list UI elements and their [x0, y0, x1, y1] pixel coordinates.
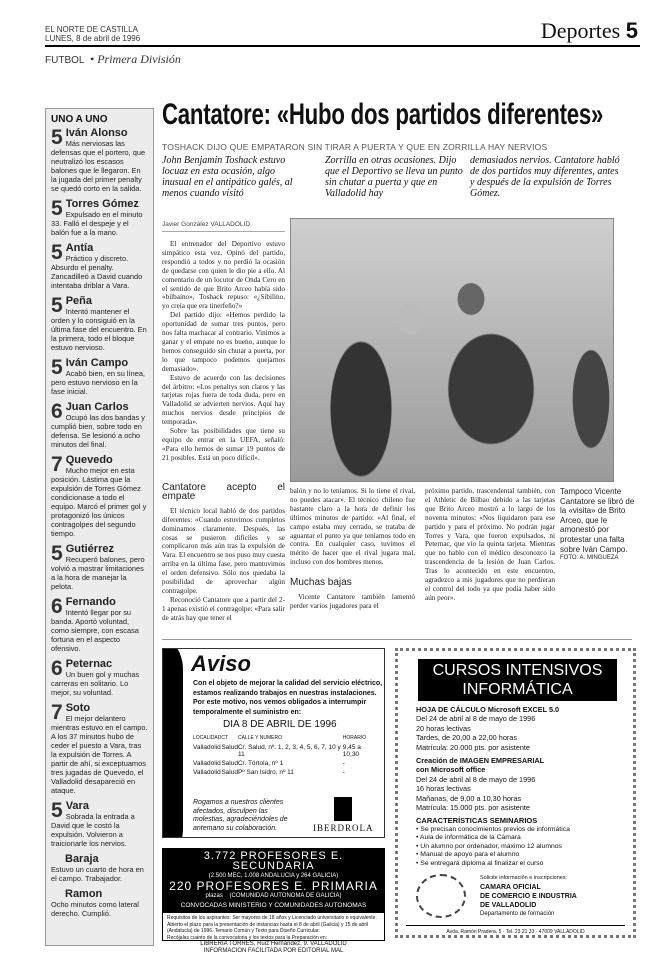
- col-header: CALLE Y NUMERO: [237, 735, 282, 741]
- player-name: Quevedo: [65, 454, 113, 466]
- cell: -: [342, 769, 345, 776]
- player-rating: [51, 296, 148, 352]
- org-intro: Solicite información e inscripciones:: [480, 874, 568, 881]
- player-score: 6: [51, 657, 63, 680]
- ad-shop: LIBRERIA TORRES, Ruiz Hernández, 9. VALLADOLID: [200, 941, 347, 947]
- ad-text: Con el objeto de mejorar la calidad del servicio eléctrico, estamos realizando trabajos en nuestras instalaciones. Por este motivo, nos vemos obligados a interrumpir temporalmente el suministro en:: [193, 680, 383, 716]
- ad-body: Recójalas cuanto de la convocatoria y los textos para la Preparación en:: [167, 934, 328, 941]
- sidebar-title: UNO A UNO: [51, 114, 108, 125]
- player-rating: [51, 128, 148, 193]
- player-rating: [51, 801, 148, 848]
- ad-line: 220 PROFESORES E. PRIMARIA: [169, 879, 378, 893]
- title-line: CURSOS INTENSIVOS: [432, 662, 603, 679]
- section-heading: Cantatore acepto el empate: [162, 482, 285, 502]
- player-score: 5: [51, 294, 63, 317]
- player-comment: Práctico y discreto. Absurdo el penalty. Zancadilleó a David cuando intentaba driblar a Vara.: [51, 254, 143, 290]
- section-heading: Muchas bajas: [290, 577, 352, 589]
- cell: Valladolid: [193, 769, 221, 776]
- org-line: DE VALLADOLID: [480, 901, 537, 909]
- player-name: Torres Gómez: [65, 198, 139, 210]
- masthead: [45, 25, 140, 43]
- player-comment: Recuperó balones, pero volvió a mostrar limitaciones a la hora de manejar la pelota.: [51, 555, 145, 591]
- course-imagen: [406, 756, 625, 812]
- ad-line: (2.500 MEC, 1.008 ANDALUCIA y 264 GALICIA): [208, 873, 339, 879]
- table-row: [193, 760, 378, 769]
- cell: Pº San Isidro, nº 11: [237, 769, 294, 776]
- player-name: Gutiérrez: [65, 543, 114, 555]
- cell: C/. Salud, nº. 1, 2, 3, 4, 5, 6, 7, 10 y 11: [237, 744, 341, 758]
- cell: Salud: [221, 760, 238, 767]
- paragraph: El técnico local habló de dos partidos diferentes: «Cuando estuvimos completos dominamos claramente. Después, las cosas se pusieron difíciles y se complicaron más aún tras la expulsión de Vara. El encuentro se nos puso muy cuesta arriba en la última fase, pero mantuvimos el orden defensivo. Sólo nos quedaba la posibilidad de aprovechar algún contragolpe.: [162, 506, 285, 595]
- col-header: HORARIO: [342, 735, 367, 741]
- player-rating: [51, 544, 148, 591]
- ad-info: INFORMACION FACILITADA POR EDITORIAL MAL: [203, 947, 344, 954]
- paragraph: El entrenador del Deportivo estuvo simpático esta vez. Opinó del partido, respondió a todos y no perdió la ocasión de quedarse con quien le dio pie a ello. Al comentario de un locutor de Onda Cero en el sentido de que Brito Arceo había sido «bilbaíno», Toshack repuso: «¿Sibilino, yo creía que era tinerfeño?»: [162, 240, 285, 311]
- player-score: 6: [51, 400, 63, 423]
- player-rating: [51, 402, 148, 449]
- paragraph: balón y no lo teníamos. Si lo tiene el rival, no puedes atacar». El técnico chileno fue bastante claro a la hora de definir los últimos minutos de partido: «Al final, el campo estaba muy cerrado, se trataba de aguantar el punto ya que teníamos todo en contra. En cualquier caso, tuvimos el mérito de hacer que el rival jugara mal, incluso con dos hombres menos.: [290, 487, 415, 567]
- ad-line: (COMUNIDAD AUTONOMA DE GALICIA): [229, 893, 342, 899]
- course-line: Matrícula: 20.000 pts. por asistente: [416, 742, 530, 752]
- ad-date: DIA 8 DE ABRIL DE 1996: [223, 719, 337, 730]
- player-comment: Intentó llegar por su banda. Aportó voluntad, como siempre, con escasa fortuna en el aspecto ofensivo.: [51, 608, 139, 653]
- feature: • Aula de informática de la Cámara: [416, 834, 521, 842]
- feature-item: Un alumno por ordenador, máximo 12 alumnos: [420, 842, 562, 850]
- player-rating: [51, 243, 148, 290]
- player-comment: El mejor delantero mientras estuvo en el campo. A los 37 minutos hubo de ceder el puesto a Vara, tras la expulsión de Torres. A partir de ahí, si exceptuamos tres jugadas de Quevedo, el Valladolid desapareció en ataque.: [51, 714, 148, 795]
- cell: C/. Tórtola, nº 1: [237, 760, 284, 767]
- player-score: 5: [51, 241, 63, 264]
- player-comment: Un buen gol y muchas carreras en solitario. Lo mejor, su voluntad.: [51, 670, 140, 697]
- section-page: [541, 18, 638, 44]
- cell: 9,45 a 10,30: [342, 744, 361, 758]
- player-comment: Sobrada la entrada a David que le costó la expulsión. Volvieron a traicionarle los nervios.: [51, 812, 135, 848]
- ads-divider: [162, 639, 632, 640]
- byline: Javier González VALLADOLID: [162, 221, 285, 232]
- section-name: Deportes: [540, 18, 621, 43]
- cell: Valladolid: [193, 760, 221, 767]
- paragraph: Del partido dijo: «Hemos perdido la oportunidad de sumar tres puntos, pero nos falta machacar al contrario. Vinimos a ganar y el empate no es bueno, aunque lo hemos conseguido sin chutar a puerta, por lo que tampoco podemos quejarnos demasiado».: [162, 311, 285, 373]
- course-line: 20 horas lectivas: [416, 723, 471, 733]
- paragraph: Sobre las posibilidades que tiene su equipo de entrar en la UEFA, señaló: «Para ello hemos de sumar 19 puntos de 21 posibles. Está un poco difícil».: [162, 427, 285, 462]
- player-rating: [51, 199, 148, 237]
- player-name: Antía: [65, 242, 94, 254]
- player-name: Soto: [65, 702, 91, 714]
- kicker: [45, 52, 181, 67]
- feature-item: Se precisan conocimientos previos de informática: [420, 825, 570, 833]
- course-line: Matrícula: 15.000 pts. por asistente: [416, 803, 530, 813]
- player-comment: Acabó bien, en su línea, pero estuvo nervioso en la fase inicial.: [51, 369, 145, 396]
- ad-title: Aviso: [191, 651, 251, 676]
- outage-table: [193, 735, 378, 778]
- headline: Cantatore: «Hubo dos partidos diferentes»: [162, 98, 604, 131]
- teachers-ad: [162, 848, 385, 954]
- features-title: CARACTERÍSTICAS SEMINARIOS: [416, 816, 538, 826]
- issue-date: LUNES, 8 de abril de 1996: [45, 34, 141, 43]
- organizer: [406, 874, 625, 919]
- body-col-1: [162, 240, 285, 463]
- player-rating: [51, 659, 148, 697]
- cell: Salud: [221, 769, 238, 776]
- player-score: 5: [51, 197, 63, 220]
- player-name: Iván Campo: [65, 357, 129, 369]
- org-line: CAMARA OFICIAL: [480, 883, 541, 891]
- player-comment: Expulsado en el minuto 33. Falló el despeje y el balón fue a la mano.: [51, 210, 143, 237]
- player-comment: Ocupó las dos bandas y cumplió bien, sobre todo en defensa. Se lesionó a ocho minutos del final.: [51, 413, 145, 449]
- col-header: CT: [221, 735, 229, 741]
- subheadline: TOSHACK DIJO QUE EMPATARON SIN TIRAR A PUERTA Y QUE EN ZORRILLA HAY NERVIOS: [162, 142, 548, 152]
- brand-name: IBERDROLA: [313, 823, 374, 833]
- player-comment: Estuvo un cuarto de hora en el campo. Trabajador.: [51, 865, 144, 883]
- match-photo: [290, 218, 614, 482]
- ratings-sidebar: [45, 108, 154, 946]
- course-excel: [406, 705, 625, 752]
- player-score: 5: [51, 799, 63, 822]
- player-name: Baraja: [65, 853, 99, 865]
- chamber-seal-icon: [416, 874, 466, 918]
- cell: Salud: [221, 744, 238, 751]
- player-score: 5: [51, 356, 63, 379]
- kicker-division: • Primera División: [90, 52, 181, 66]
- org-dept: Departamento de formación: [480, 910, 555, 917]
- player-name: Vara: [65, 800, 89, 812]
- intro-col-2: Zorrilla en otras ocasiones. Dijo que el Deportivo se lleva un punto sin chutar a puerta y que en Valladolid hay: [325, 155, 463, 199]
- body-col-3: [425, 487, 555, 603]
- player-rating: [51, 854, 148, 883]
- player-name: Juan Carlos: [65, 401, 129, 413]
- feature-item: Se entregará diploma al finalizar el curso: [420, 859, 544, 867]
- player-score: 7: [51, 453, 63, 476]
- iberdrola-logo: [313, 797, 374, 833]
- feature: • Se entregará diploma al finalizar el curso: [416, 859, 544, 867]
- table-row: [193, 769, 378, 778]
- org-address: Avda. Ramón Pradera, 5 · Tel. 23 21 33 · 47009 VALLADOLID: [406, 925, 625, 935]
- ad-line: 3.772 PROFESORES E. SECUNDARIA: [203, 850, 344, 872]
- player-comment: Intentó mantener el orden y lo consiguió en la última fase del encuentro. En la primera, todo el bloque estuvo nervioso.: [51, 307, 147, 352]
- ad-line: CONVOCADAS MINISTERIO Y COMUNIDADES AUTONOMAS: [180, 902, 367, 909]
- header-rule: [45, 45, 640, 47]
- feature: • Se precisan conocimientos previos de informática: [416, 825, 570, 833]
- cell: Valladolid: [193, 744, 221, 751]
- player-rating: [51, 703, 148, 795]
- player-comment: Mucho mejor en esta posición. Lástima que la expulsión de Torres Gómez condicionase a todo el equipo. Marcó el primer gol y protagonizó los únicos contragolpes del segundo tiempo.: [51, 466, 147, 538]
- paragraph: próximo partido, trascendental también, con el Athletic de Bilbao debido a las tarjetas que Brito Arceo mostró a lo largo de los noventa minutos: «Nos liquidaron para ese partido y para el próximo. No podrán jugar Torres y Vara, que fueron expulsados, ni Peternac, que vio la quinta tarjeta. Mientras que no hablo con el médico desconozco la trascendencia de la lesión de Juan Carlos. Tras lo acontecido en este encuentro, agradezco a mis jugadores que no perdieran el control del todo ya que podía haber sido aún peor».: [425, 487, 555, 602]
- org-line: DE COMERCIO E INDUSTRIA: [480, 892, 577, 900]
- courses-ad: [395, 648, 636, 938]
- player-score: 6: [51, 595, 63, 618]
- photo-caption: [560, 487, 640, 564]
- features-list: [406, 826, 625, 868]
- newspaper-name: EL NORTE DE CASTILLA: [45, 25, 138, 34]
- col-header: LOCALIDAD: [193, 735, 222, 741]
- player-score: 5: [51, 542, 63, 565]
- paragraph: Vicente Cantatore también lamentó perder varios jugadores para el: [290, 593, 415, 610]
- course-line: HOJA DE CÁLCULO Microsoft EXCEL 5.0: [416, 705, 560, 714]
- paragraph: Estuvo de acuerdo con las decisiones del árbitro: «Los penaltys son claros y las tarjetas rojas fuera de toda duda, pero en Valladolid se advierten nervios. Aquí hay muchos nervios desde principios de temporada».: [162, 373, 285, 427]
- iberdrola-logo-mark-icon: [334, 797, 352, 821]
- player-rating: [51, 889, 148, 918]
- player-rating: [51, 455, 148, 538]
- feature: • Un alumno por ordenador, máximo 12 alumnos: [416, 842, 562, 850]
- player-comment: Más nerviosas las defensas que el portero, que neutralizó los escasos balones que le llegaron. En la jugada del primer penalty se quedó corto en la salida.: [51, 139, 146, 193]
- player-name: Fernando: [65, 596, 116, 608]
- page-number: 5: [625, 18, 638, 43]
- course-line: con Microsoft office: [416, 765, 486, 775]
- intro-col-1: John Benjamin Toshack estuvo locuaz en esta ocasión, algo inusual en el antipático galés, al menos cuando visitó: [162, 155, 293, 199]
- ad-footer: Rogamos a nuestros clientes afectados, disculpen las molestias, agradeciéndoles de antemano su colaboración.: [193, 799, 288, 832]
- feature-item: Manual de apoyo para el alumno: [420, 851, 520, 859]
- ad-black-band: [162, 648, 183, 838]
- course-line: Tardes, de 20,00 a 22,00 horas: [416, 733, 518, 743]
- course-line: Mañanas, de 9,00 a 10,30 horas: [416, 793, 522, 803]
- player-score: 5: [51, 126, 63, 149]
- course-line: Creación de IMAGEN EMPRESARIAL: [416, 756, 545, 766]
- player-name: Peternac: [65, 658, 113, 670]
- player-score: 7: [51, 701, 63, 724]
- photo-credit: FOTO: A. MINGUEZA: [560, 555, 619, 562]
- courses-title: [418, 659, 617, 701]
- player-rating: [51, 597, 148, 653]
- title-line: INFORMÁTICA: [462, 681, 573, 698]
- body-col-2: [290, 487, 415, 611]
- intro-col-3: demasiados nervios. Cantatore habló de dos partidos muy diferentes, antes y después de la expulsión de Torres Gómez.: [470, 155, 620, 199]
- ad-body: Requisitos de los aspirantes: Ser mayores de 18 años y Licenciado universitario o equivalente. Abierto el plazo para la presentación de instancias hasta el 8 de abril (Galicia) y 15 de abril (Andalucía) de 1996. Temario Común y Texto para Diseño Curricular.: [167, 915, 377, 934]
- paragraph: Reconoció Cantatore que a partir del 2-1 apenas existió el contragolpe: «Para salir de atrás hay que tener el: [162, 595, 285, 622]
- feature-item: Aula de informática de la Cámara: [419, 834, 521, 842]
- table-row: [193, 744, 378, 760]
- course-line: Del 24 de abril al 8 de mayo de 1996: [416, 774, 536, 784]
- player-rating: [51, 358, 148, 396]
- ad-line: plazas: [205, 893, 223, 899]
- player-name: Peña: [65, 295, 92, 307]
- course-line: Del 24 de abril al 8 de mayo de 1996: [416, 714, 536, 724]
- iberdrola-ad: [162, 648, 385, 838]
- kicker-sport: FUTBOL: [45, 55, 85, 66]
- player-name: Ramon: [65, 888, 103, 900]
- feature: • Manual de apoyo para el alumno: [416, 851, 520, 859]
- course-line: 16 horas lectivas: [416, 784, 471, 794]
- caption-text: Tampoco Vicente Cantatore se libró de la «visita» de Brito Arceo, que le amonestó por protestar una falta sobre Iván Campo.: [560, 487, 635, 554]
- player-name: Iván Alonso: [65, 127, 128, 139]
- body-col-1b: [162, 478, 285, 623]
- cell: -: [342, 760, 345, 767]
- player-comment: Ocho minutos como lateral derecho. Cumplió.: [51, 900, 139, 918]
